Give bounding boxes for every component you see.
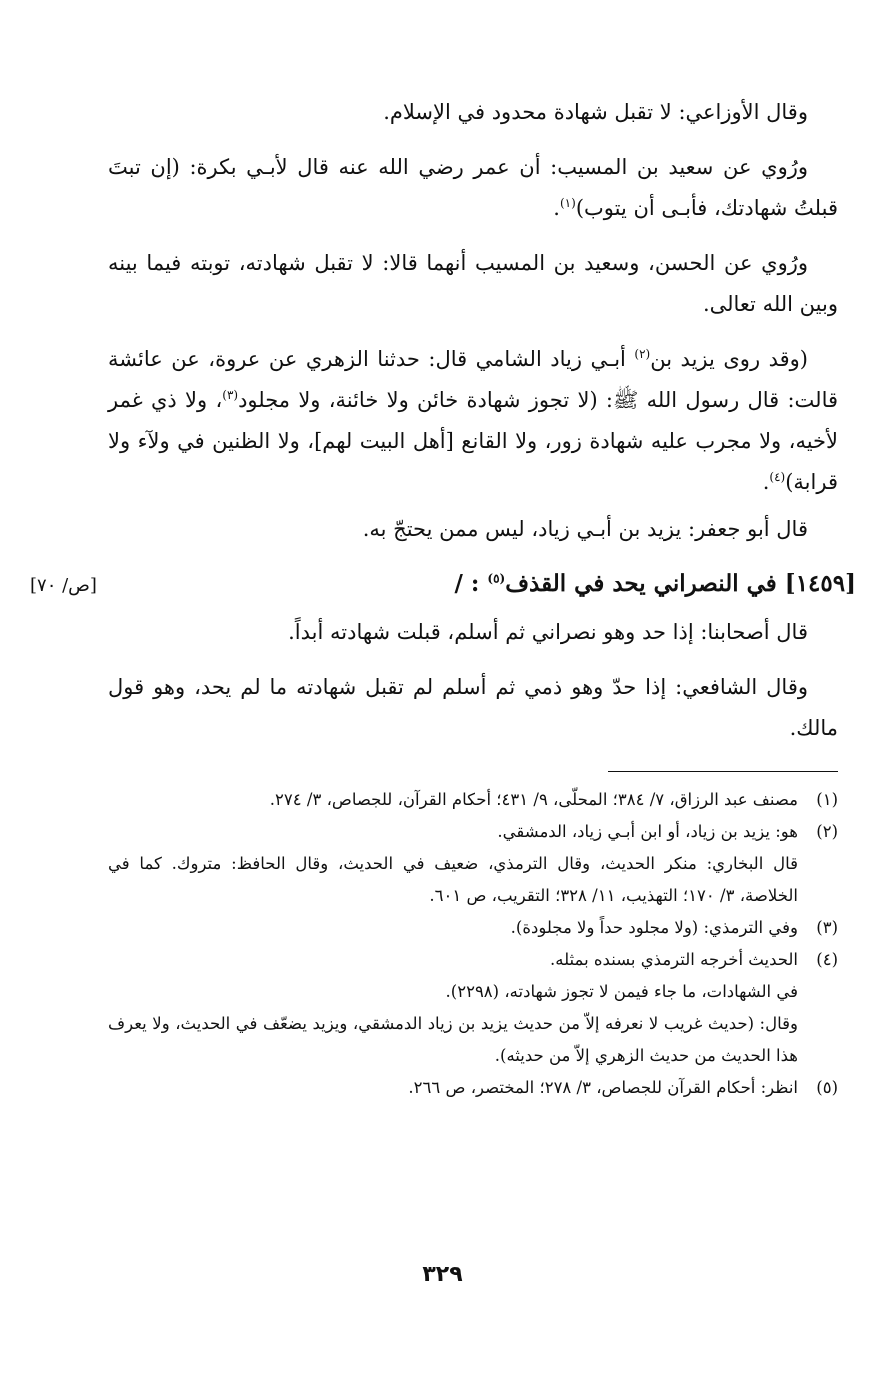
footnote-3 <box>108 912 838 944</box>
footnote-2 <box>108 816 838 848</box>
paragraph-ashabuna: قال أصحابنا: إذا حد وهو نصراني ثم أسلم، قبلت شهادته أبداً. <box>288 620 808 644</box>
section-title: في النصراني يحد في القذف <box>505 570 777 597</box>
footnote-ref-2[interactable]: (٢) <box>634 347 651 361</box>
footnote-text: مصنف عبد الرزاق، ٧/ ٣٨٤؛ المحلّى، ٩/ ٤٣١؛ أحكام القرآن، للجصاص، ٣/ ٢٧٤. <box>269 790 798 809</box>
section-heading: [١٤٥٩] في النصراني يحد في القذف$^{(٥)}$ : / <box>454 570 856 597</box>
footnote-ref-1[interactable]: (١) <box>559 196 576 210</box>
footnote-4-quote: وقال: (حديث غريب لا نعرفه إلاّ من حديث يزيد بن زياد الدمشقي، ويزيد يضعّف في الحديث، ولا يعرف هذا الحديث من حديث الزهري إلاّ من حديثه). <box>108 1014 798 1065</box>
footnote-text: هو: يزيد بن زياد، أو ابن أبـي زياد، الدمشقي. <box>497 822 798 841</box>
paragraph-awzai: وقال الأوزاعي: لا تقبل شهادة محدود في الإسلام. <box>383 100 808 124</box>
footnote-ref-4[interactable]: (٤) <box>769 470 786 484</box>
paragraph-hasan: ورُوي عن الحسن، وسعيد بن المسيب أنهما قالا: لا تقبل شهادته، توبته فيما بينه وبين الله تعالى. <box>108 251 838 316</box>
footnote-4-source: في الشهادات، ما جاء فيمن لا تجوز شهادته، (٢٢٩٨). <box>445 982 798 1001</box>
footnote-text: انظر: أحكام القرآن للجصاص، ٣/ ٢٧٨؛ المختصر، ص ٢٦٦. <box>408 1078 798 1097</box>
footnote-1 <box>108 784 838 816</box>
paragraph-hadith: (وقد روى يزيد بن$^{(٢)}$ أبـي زياد الشامي قال: حدثنا الزهري عن عروة، عن عائشة قالت: قال رسول الله ﷺ: (لا تجوز شهادة خائن ولا خائنة، ولا مجلود$^{(٣)}$، ولا ذي غمر لأخيه، ولا مجرب عليه شهادة زور، ولا القانع [أهل البيت لهم]، ولا الظنين في ولآء ولا قرابة)$^{(٤)}$. <box>108 347 839 494</box>
footnote-number: (١) <box>816 790 838 809</box>
footnote-text: الحديث أخرجه الترمذي بسنده بمثله. <box>550 950 798 969</box>
footnote-number: (٢) <box>816 822 838 841</box>
footnote-number: (٣) <box>816 918 838 937</box>
section-number: [١٤٥٩] <box>784 570 856 597</box>
footnote-4 <box>108 944 838 976</box>
paragraph-said: ورُوي عن سعيد بن المسيب: أن عمر رضي الله عنه قال لأبـي بكرة: (إن تبتَ قبلتُ شهادتك، فأبـى أن يتوب)$^{(١)}$. <box>108 155 838 220</box>
footnotes <box>108 784 838 1104</box>
footnote-2-continued: قال البخاري: منكر الحديث، وقال الترمذي، ضعيف في الحديث، وقال الحافظ: متروك. كما في الخلاصة، ٣/ ١٧٠؛ التهذيب، ١١/ ٣٢٨؛ التقريب، ص ٦٠١. <box>108 854 798 905</box>
page-reference: [ص/ ٧٠] <box>30 575 97 596</box>
footnote-5 <box>108 1072 838 1104</box>
paragraph-shafii: وقال الشافعي: إذا حدّ وهو ذمي ثم أسلم لم تقبل شهادته ما لم يحد، وهو قول مالك. <box>108 675 838 740</box>
page-content <box>30 92 856 1104</box>
paragraph-abu-jafar: قال أبو جعفر: يزيد بن أبـي زياد، ليس ممن يحتجّ به. <box>362 517 808 541</box>
footnote-text: وفي الترمذي: (ولا مجلود حداً ولا مجلودة). <box>510 918 798 937</box>
footnote-number: (٥) <box>816 1078 838 1097</box>
page-number: ٣٢٩ <box>422 1262 463 1287</box>
section-heading-row <box>30 564 856 608</box>
footnote-ref-3[interactable]: (٣) <box>222 388 239 402</box>
main-text <box>30 92 856 749</box>
footnote-ref-5[interactable]: (٥) <box>487 571 506 586</box>
footnote-divider <box>608 771 838 772</box>
footnote-number: (٤) <box>816 950 838 969</box>
